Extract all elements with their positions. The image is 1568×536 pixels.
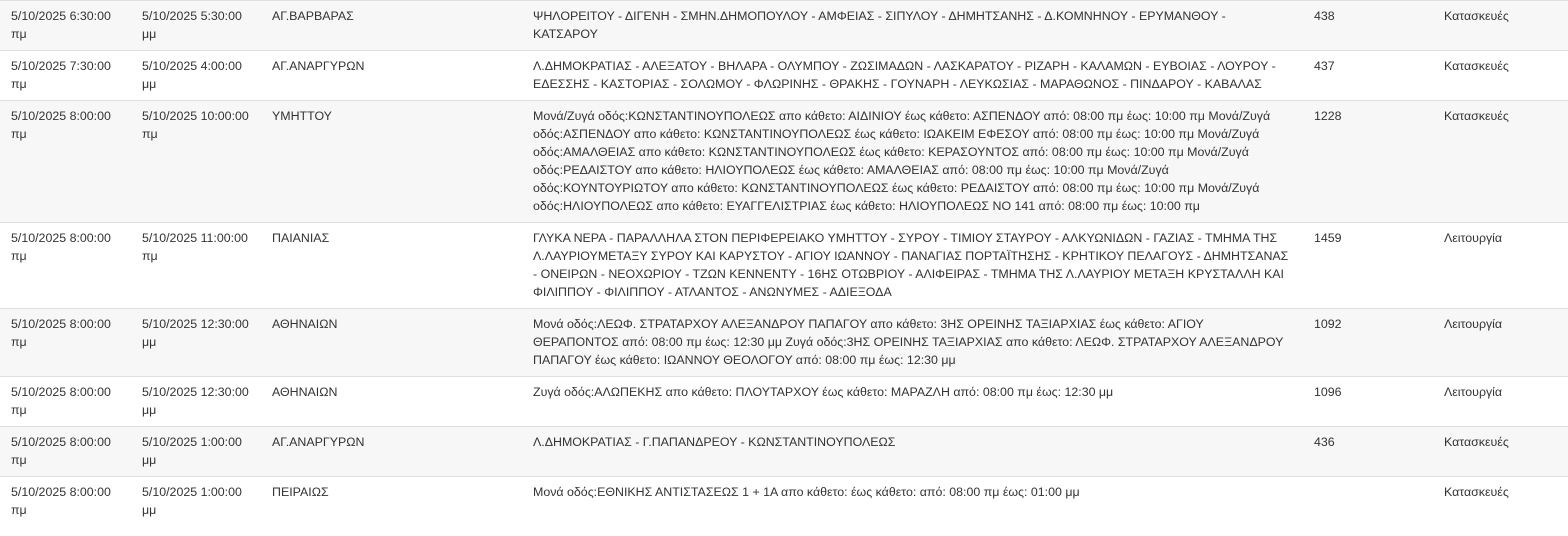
streets-cell: Μονά/Ζυγά οδός:ΚΩΝΣΤΑΝΤΙΝΟΥΠΟΛΕΩΣ απο κάθετο: ΑΙΔΙΝΙΟΥ έως κάθετο: ΑΣΠΕΝΔΟΥ από: 08:00 πμ έως: 10:00 πμ Μονά/Ζυγά οδός:ΑΣΠΕΝΔΟΥ απο κάθετο: ΚΩΝΣΤΑΝΤΙΝΟΥΠΟΛΕΩΣ έως κάθετο: ΙΩΑΚΕΙΜ ΕΦΕΣΟΥ από: 08:00 πμ έως: 10:00 πμ Μονά/Ζυγά οδός:ΑΜΑΛΘΕΙΑΣ απο κάθετο: ΚΩΝΣΤΑΝΤΙΝΟΥΠΟΛΕΩΣ έως κάθετο: ΚΕΡΑΣΟΥΝΤΟΣ από: 08:00 πμ έως: 10:00 πμ Μονά/Ζυγά οδός:ΡΕΔΑΙΣΤΟΥ απο κάθετο: ΗΛΙΟΥΠΟΛΕΩΣ έως κάθετο: ΑΜΑΛΘΕΙΑΣ από: 08:00 πμ έως: 10:00 πμ Μονά/Ζυγά οδός:ΚΟΥΝΤΟΥΡΙΩΤΟΥ απο κάθετο: ΚΩΝΣΤΑΝΤΙΝΟΥΠΟΛΕΩΣ έως κάθετο: ΡΕΔΑΙΣΤΟΥ από: 08:00 πμ έως: 10:00 πμ Μονά/Ζυγά οδός:ΗΛΙΟΥΠΟΛΕΩΣ απο κάθετο: ΕΥΑΓΓΕΛΙΣΤΡΙΑΣ έως κάθετο: ΗΛΙΟΥΠΟΛΕΩΣ ΝΟ 141 από: 08:00 πμ έως: 10:00 πμ (533, 109, 1271, 213)
area-cell: ΥΜΗΤΤΟΥ (272, 109, 332, 123)
code-cell (1303, 477, 1433, 527)
end-time-cell: 5/10/2025 12:30:00 μμ (142, 317, 249, 349)
type-cell: Κατασκευές (1444, 109, 1509, 123)
area-cell: ΑΘΗΝΑΙΩΝ (272, 317, 338, 331)
streets-cell: ΓΛΥΚΑ ΝΕΡΑ - ΠΑΡΑΛΛΗΛΑ ΣΤΟΝ ΠΕΡΙΦΕΡΕΙΑΚΟ ΥΜΗΤΤΟΥ - ΣΥΡΟΥ - ΤΙΜΙΟΥ ΣΤΑΥΡΟΥ - ΑΛΚΥΩΝΙΔΩΝ - ΓΑΖΙΑΣ - ΤΜΗΜΑ ΤΗΣ Λ.ΛΑΥΡΙΟΥΜΕΤΑΞΥ ΣΥΡΟΥ ΚΑΙ ΚΑΡΥΣΤΟΥ - ΑΓΙΟΥ ΙΩΑΝΝΟΥ - ΠΑΝΑΓΙΑΣ ΠΟΡΤΑΪΤΗΣΗΣ - ΚΡΗΤΙΚΟΥ ΠΕΛΑΓΟΥΣ - ΔΗΜΗΤΣΑΝΑΣ - ΟΝΕΙΡΩΝ - ΝΕΟΧΩΡΙΟΥ - ΤΖΩΝ ΚΕΝΝΕΝΤΥ - 16ΗΣ ΟΤΩΒΡΙΟΥ - ΑΛΙΦΕΙΡΑΣ - ΤΜΗΜΑ ΤΗΣ Λ.ΛΑΥΡΙΟΥ ΜΕΤΑΞΗ ΚΡΥΣΤΑΛΛΗ ΚΑΙ ΦΙΛΙΠΠΟΥ - ΦΙΛΙΠΠΟΥ - ΑΤΛΑΝΤΟΣ - ΑΝΩΝΥΜΕΣ - ΑΔΙΕΞΟΔΑ (533, 231, 1289, 299)
type-cell: Λειτουργία (1444, 317, 1503, 331)
code-cell: 436 (1314, 435, 1335, 449)
start-time-cell: 5/10/2025 8:00:00 πμ (11, 109, 111, 141)
type-cell: Κατασκευές (1444, 59, 1509, 73)
code-cell: 1459 (1314, 231, 1342, 245)
type-cell: Κατασκευές (1444, 9, 1509, 23)
table-row (0, 51, 1568, 101)
code-cell: 1096 (1314, 385, 1342, 399)
streets-cell: Μονά οδός:ΕΘΝΙΚΗΣ ΑΝΤΙΣΤΑΣΕΩΣ 1 + 1Α απο κάθετο: έως κάθετο: από: 08:00 πμ έως: 01:00 μμ (533, 485, 1080, 499)
end-time-cell: 5/10/2025 10:00:00 πμ (142, 109, 249, 141)
area-cell: ΠΑΙΑΝΙΑΣ (272, 231, 330, 245)
table-row (0, 101, 1568, 223)
area-cell: ΑΘΗΝΑΙΩΝ (272, 385, 338, 399)
start-time-cell: 5/10/2025 8:00:00 πμ (11, 435, 111, 467)
area-cell: ΠΕΙΡΑΙΩΣ (272, 485, 329, 499)
end-time-cell: 5/10/2025 1:00:00 μμ (142, 435, 242, 467)
table-row (0, 377, 1568, 427)
end-time-cell: 5/10/2025 11:00:00 πμ (142, 231, 248, 263)
code-cell: 437 (1314, 59, 1335, 73)
end-time-cell: 5/10/2025 4:00:00 μμ (142, 59, 242, 91)
code-cell: 438 (1314, 9, 1335, 23)
start-time-cell: 5/10/2025 8:00:00 πμ (11, 317, 111, 349)
end-time-cell: 5/10/2025 5:30:00 μμ (142, 9, 242, 41)
table-row (0, 1, 1568, 51)
start-time-cell: 5/10/2025 6:30:00 πμ (11, 9, 111, 41)
type-cell: Κατασκευές (1444, 485, 1509, 499)
code-cell: 1228 (1314, 109, 1342, 123)
end-time-cell: 5/10/2025 1:00:00 μμ (142, 485, 242, 517)
start-time-cell: 5/10/2025 8:00:00 πμ (11, 385, 111, 417)
streets-cell: Μονά οδός:ΛΕΩΦ. ΣΤΡΑΤΑΡΧΟΥ ΑΛΕΞΑΝΔΡΟΥ ΠΑΠΑΓΟΥ απο κάθετο: 3ΗΣ ΟΡΕΙΝΗΣ ΤΑΞΙΑΡΧΙΑΣ έως κάθετο: ΑΓΙΟΥ ΘΕΡΑΠΟΝΤΟΣ από: 08:00 πμ έως: 12:30 μμ Ζυγά οδός:3ΗΣ ΟΡΕΙΝΗΣ ΤΑΞΙΑΡΧΙΑΣ απο κάθετο: ΛΕΩΦ. ΣΤΡΑΤΑΡΧΟΥ ΑΛΕΞΑΝΔΡΟΥ ΠΑΠΑΓΟΥ έως κάθετο: ΙΩΑΝΝΟΥ ΘΕΟΛΟΓΟΥ από: 08:00 πμ έως: 12:30 μμ (533, 317, 1284, 367)
start-time-cell: 5/10/2025 8:00:00 πμ (11, 231, 111, 263)
table-row (0, 309, 1568, 377)
start-time-cell: 5/10/2025 8:00:00 πμ (11, 485, 111, 517)
outages-table-body (0, 1, 1568, 527)
start-time-cell: 5/10/2025 7:30:00 πμ (11, 59, 111, 91)
streets-cell: Λ.ΔΗΜΟΚΡΑΤΙΑΣ - ΑΛΕΞΑΤΟΥ - ΒΗΛΑΡΑ - ΟΛΥΜΠΟΥ - ΖΩΣΙΜΑΔΩΝ - ΛΑΣΚΑΡΑΤΟΥ - ΡΙΖΑΡΗ - ΚΑΛΑΜΩΝ - ΕΥΒΟΙΑΣ - ΛΟΥΡΟΥ - ΕΔΕΣΣΗΣ - ΚΑΣΤΟΡΙΑΣ - ΣΟΛΩΜΟΥ - ΦΛΩΡΙΝΗΣ - ΘΡΑΚΗΣ - ΓΟΥΝΑΡΗ - ΛΕΥΚΩΣΙΑΣ - ΜΑΡΑΘΩΝΟΣ - ΠΙΝΔΑΡΟΥ - ΚΑΒΑΛΑΣ (533, 59, 1276, 91)
type-cell: Λειτουργία (1444, 231, 1503, 245)
streets-cell: Λ.ΔΗΜΟΚΡΑΤΙΑΣ - Γ.ΠΑΠΑΝΔΡΕΟΥ - ΚΩΝΣΤΑΝΤΙΝΟΥΠΟΛΕΩΣ (533, 435, 896, 449)
type-cell: Λειτουργία (1444, 385, 1503, 399)
area-cell: ΑΓ.ΑΝΑΡΓΥΡΩΝ (272, 59, 365, 73)
end-time-cell: 5/10/2025 12:30:00 μμ (142, 385, 249, 417)
table-row (0, 223, 1568, 309)
area-cell: ΑΓ.ΑΝΑΡΓΥΡΩΝ (272, 435, 365, 449)
area-cell: ΑΓ.ΒΑΡΒΑΡΑΣ (272, 9, 354, 23)
table-row (0, 427, 1568, 477)
code-cell: 1092 (1314, 317, 1342, 331)
streets-cell: Ζυγά οδός:ΑΛΩΠΕΚΗΣ απο κάθετο: ΠΛΟΥΤΑΡΧΟΥ έως κάθετο: ΜΑΡΑΖΛΗ από: 08:00 πμ έως: 12:30 μμ (533, 385, 1114, 399)
table-row (0, 477, 1568, 527)
streets-cell: ΨΗΛΟΡΕΙΤΟΥ - ΔΙΓΕΝΗ - ΣΜΗΝ.ΔΗΜΟΠΟΥΛΟΥ - ΑΜΦΕΙΑΣ - ΣΙΠΥΛΟΥ - ΔΗΜΗΤΣΑΝΗΣ - Δ.ΚΟΜΝΗΝΟΥ - ΕΡΥΜΑΝΘΟΥ - ΚΑΤΣΑΡΟΥ (533, 9, 1226, 41)
type-cell: Κατασκευές (1444, 435, 1509, 449)
